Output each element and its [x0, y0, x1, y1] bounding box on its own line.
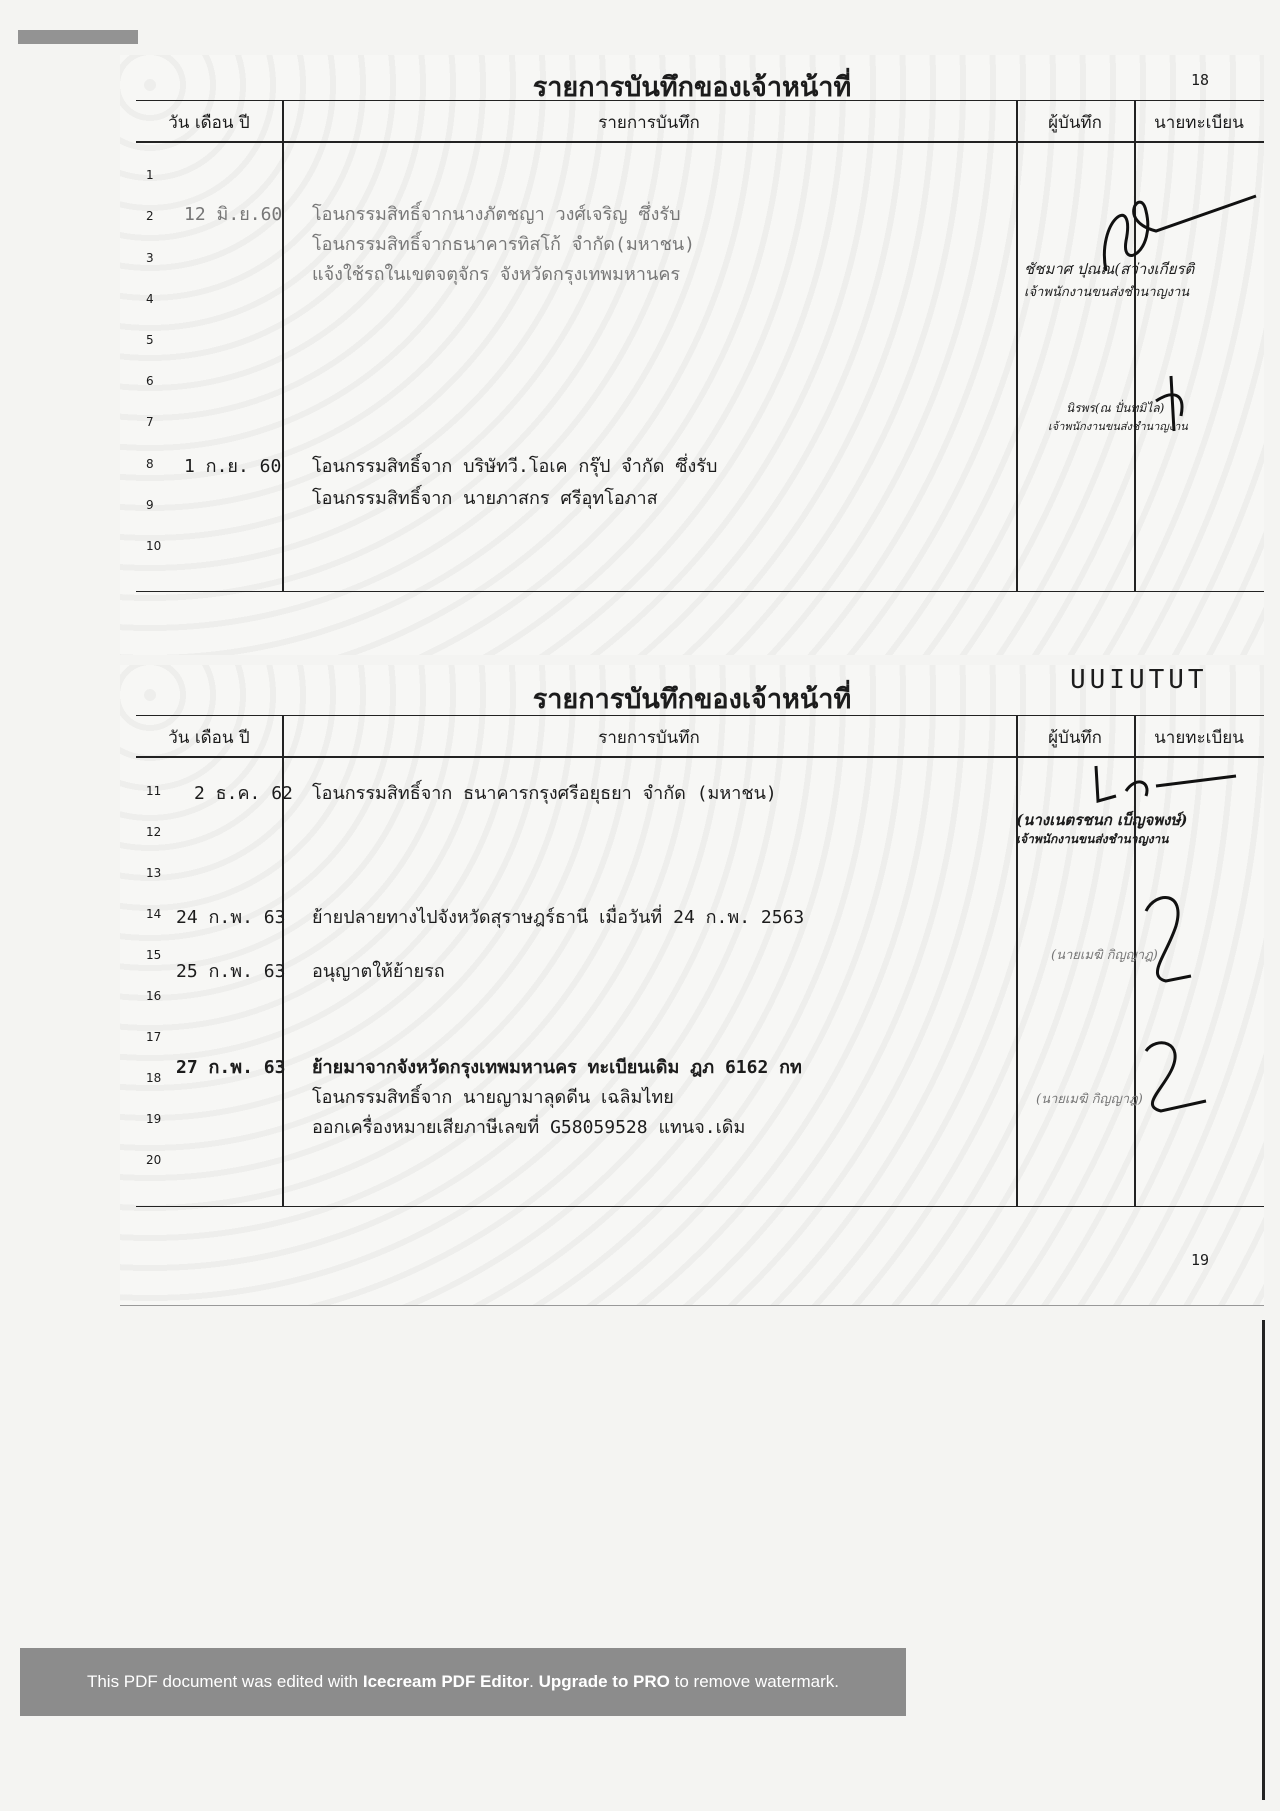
- entry-line: อนุญาตให้ย้ายรถ: [312, 961, 445, 982]
- entry-date: 25 ก.พ. 63: [176, 961, 286, 982]
- row-number: 13: [146, 866, 162, 880]
- recorder-name: (นายเมฆิ กิญญาฎ): [1036, 1092, 1143, 1107]
- recorder-position: เจ้าพนักงานขนส่งชำนาญงาน: [1048, 420, 1188, 433]
- row-number: 11: [146, 784, 162, 798]
- entry-date: 2 ธ.ค. 62: [194, 783, 293, 804]
- entry-line: โอนกรรมสิทธิ์จากนางภัตชญา วงศ์เจริญ ซึ่งรับ: [312, 204, 681, 225]
- row-number: 19: [146, 1112, 162, 1126]
- column-header-recorder: ผู้บันทึก: [1048, 113, 1102, 133]
- entry-line: โอนกรรมสิทธิ์จากธนาคารทิสโก้ จำกัด(มหาชน): [312, 234, 696, 255]
- watermark-suffix: to remove watermark.: [669, 1672, 840, 1691]
- column-header-entry: รายการบันทึก: [598, 113, 700, 133]
- column-header-recorder: ผู้บันทึก: [1048, 728, 1102, 748]
- entry-line: โอนกรรมสิทธิ์จาก ธนาคารกรุงศรีอยุธยา จำกัด (มหาชน): [312, 783, 777, 804]
- column-header-date: วัน เดือน ปี: [168, 113, 250, 133]
- register-table: [136, 715, 1264, 1207]
- register-table: [136, 100, 1264, 592]
- signature-mark: [1076, 756, 1246, 816]
- row-number: 17: [146, 1030, 162, 1044]
- scan-shadow: [18, 30, 138, 44]
- row-number: 4: [146, 292, 154, 306]
- row-number: 2: [146, 209, 154, 223]
- signature-mark: [1136, 1036, 1216, 1126]
- row-number: 18: [146, 1071, 162, 1085]
- entry-line: ย้ายมาจากจังหวัดกรุงเทพมหานคร ทะเบียนเดิม ฎภ 6162 กท: [312, 1057, 802, 1078]
- upper-page: [120, 55, 1264, 655]
- signature-mark: [1136, 886, 1206, 996]
- column-header-registrar: นายทะเบียน: [1154, 728, 1244, 748]
- row-number: 6: [146, 374, 154, 388]
- recorder-name: ชัชมาศ ปุณณ(สว่างเกียรติ: [1024, 260, 1195, 278]
- page-title: รายการบันทึกของเจ้าหน้าที่: [532, 684, 852, 715]
- entry-line: แจ้งใช้รถในเขตจตุจักร จังหวัดกรุงเทพมหานคร: [312, 264, 681, 285]
- entry-line: ออกเครื่องหมายเสียภาษีเลขที่ G58059528 แทนจ.เดิม: [312, 1117, 746, 1138]
- row-number: 16: [146, 989, 162, 1003]
- entry-date: 27 ก.พ. 63: [176, 1057, 286, 1078]
- watermark-brand: Icecream PDF Editor: [362, 1672, 530, 1691]
- row-number: 7: [146, 415, 154, 429]
- recorder-position: เจ้าพนักงานขนส่งชำนาญงาน: [1016, 832, 1169, 846]
- entry-line: โอนกรรมสิทธิ์จาก บริษัทวี.โอเค กรุ๊ป จำกัด ซึ่งรับ: [312, 456, 718, 477]
- row-number: 10: [146, 539, 162, 553]
- entry-date: 1 ก.ย. 60: [184, 456, 282, 477]
- serial-number: UUIUTUT: [1070, 665, 1208, 695]
- entry-line: โอนกรรมสิทธิ์จาก นายภาสกร ศรีอุทโอภาส: [312, 488, 658, 509]
- entry-date: 12 มิ.ย.60: [184, 204, 283, 225]
- entry-line: ย้ายปลายทางไปจังหวัดสุราษฎร์ธานี เมื่อวันที่ 24 ก.พ. 2563: [312, 907, 805, 928]
- scan-edge: [1262, 1320, 1265, 1800]
- watermark-upgrade-link[interactable]: Upgrade to PRO: [538, 1672, 670, 1691]
- row-number: 9: [146, 498, 154, 512]
- row-number: 20: [146, 1153, 162, 1167]
- recorder-name: นิรพร(ณ ปั่นทมิไล): [1066, 401, 1165, 415]
- column-header-registrar: นายทะเบียน: [1154, 113, 1244, 133]
- row-number: 3: [146, 251, 154, 265]
- row-number: 15: [146, 948, 162, 962]
- row-number: 14: [146, 907, 162, 921]
- row-number: 5: [146, 333, 154, 347]
- page-number: 18: [1190, 71, 1209, 89]
- column-header-entry: รายการบันทึก: [598, 728, 700, 748]
- row-number: 8: [146, 457, 154, 471]
- entry-date: 24 ก.พ. 63: [176, 907, 286, 928]
- lower-page: [120, 665, 1264, 1306]
- row-number: 12: [146, 825, 162, 839]
- recorder-name: (นางเนตรชนก เบ็ญจพงษ์): [1016, 811, 1188, 829]
- row-number: 1: [146, 168, 154, 182]
- watermark-banner: [20, 1648, 906, 1716]
- watermark-prefix: This PDF document was edited with: [86, 1672, 363, 1691]
- column-header-date: วัน เดือน ปี: [168, 728, 250, 748]
- entry-line: โอนกรรมสิทธิ์จาก นายญามาลุดดีน เฉลิมไทย: [312, 1087, 674, 1108]
- page-title: รายการบันทึกของเจ้าหน้าที่: [532, 72, 852, 103]
- recorder-position: เจ้าพนักงานขนส่งชำนาญงาน: [1024, 285, 1190, 300]
- page-number: 19: [1190, 1251, 1209, 1269]
- watermark-separator: .: [529, 1672, 539, 1691]
- recorder-name: (นายเมฆิ กิญญาฎ): [1051, 948, 1158, 963]
